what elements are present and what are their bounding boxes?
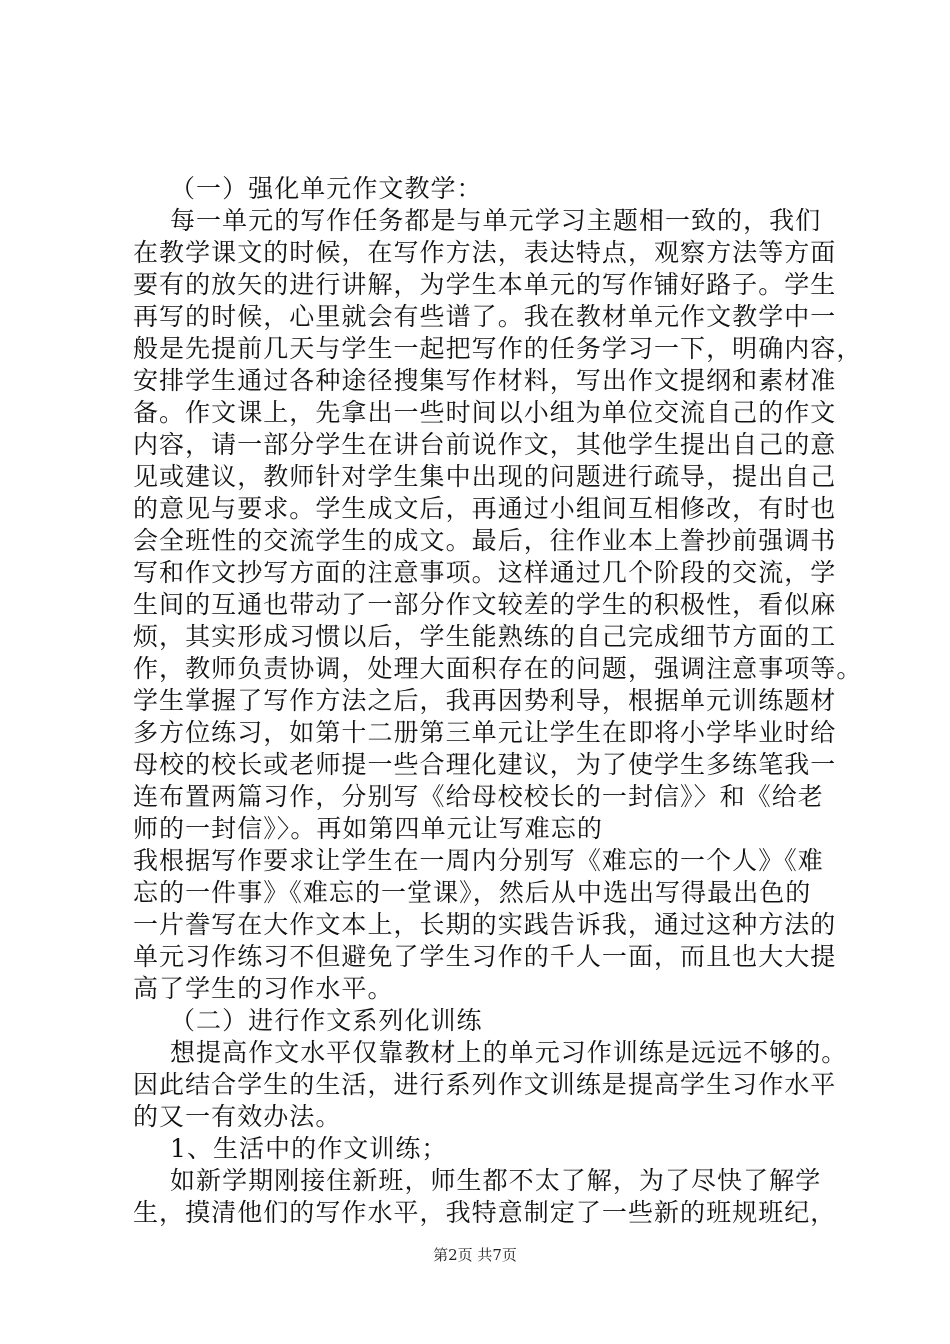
- paragraph-line: 每一单元的写作任务都是与单元学习主题相一致的，我们: [170, 206, 822, 235]
- paragraph-line: 一片誊写在大作文本上，长期的实践告诉我，通过这种方法的: [133, 910, 837, 939]
- page-number-footer: 第2页 共7页: [433, 1246, 517, 1264]
- paragraph-line: 会全班性的交流学生的成文。最后，往作业本上誊抄前强调书: [133, 526, 837, 555]
- paragraph-line: 多方位练习，如第十二册第三单元让学生在即将小学毕业时给: [133, 718, 837, 747]
- paragraph-line: 烦，其实形成习惯以后，学生能熟练的自己完成细节方面的工: [133, 622, 837, 651]
- paragraph-line: 写和作文抄写方面的注意事项。这样通过几个阶段的交流，学: [133, 558, 837, 587]
- paragraph-line: 我根据写作要求让学生在一周内分别写《难忘的一个人》《难: [133, 846, 824, 875]
- paragraph-line: 连布置两篇习作，分别写《给母校校长的一封信》〉和《给老: [133, 782, 824, 811]
- paragraph-line: 单元习作练习不但避免了学生习作的千人一面，而且也大大提: [133, 942, 837, 971]
- section-heading-2: （二）进行作文系列化训练: [170, 1006, 483, 1035]
- paragraph-line: 师的一封信》〉。再如第四单元让写难忘的: [133, 814, 603, 843]
- paragraph-line: 的又一有效办法。: [133, 1102, 342, 1131]
- paragraph-line: 安排学生通过各种途径搜集写作材料，写出作文提纲和素材准: [133, 366, 837, 395]
- paragraph-line: 备。作文课上，先拿出一些时间以小组为单位交流自己的作文: [133, 398, 837, 427]
- section-heading-1: （一）强化单元作文教学：: [170, 174, 483, 203]
- paragraph-line: 想提高作文水平仅靠教材上的单元习作训练是远远不够的。: [170, 1038, 848, 1067]
- paragraph-line: 忘的一件事》《难忘的一堂课》，然后从中选出写得最出色的: [133, 878, 812, 907]
- paragraph-line: 学生掌握了写作方法之后，我再因势利导，根据单元训练题材: [133, 686, 837, 715]
- subsection-heading: 1、生活中的作文训练；: [170, 1134, 448, 1163]
- paragraph-line: 作，教师负责协调，处理大面积存在的问题，强调注意事项等。: [133, 654, 863, 683]
- paragraph-line: 生，摸清他们的写作水平，我特意制定了一些新的班规班纪，: [133, 1198, 837, 1227]
- paragraph-line: 的意见与要求。学生成文后，再通过小组间互相修改，有时也: [133, 494, 837, 523]
- paragraph-line: 要有的放矢的进行讲解，为学生本单元的写作铺好路子。学生: [133, 270, 837, 299]
- paragraph-line: 再写的时候，心里就会有些谱了。我在教材单元作文教学中一: [133, 302, 837, 331]
- paragraph-line: 母校的校长或老师提一些合理化建议，为了使学生多练笔我一: [133, 750, 837, 779]
- paragraph-line: 高了学生的习作水平。: [133, 974, 394, 1003]
- paragraph-line: 在教学课文的时候，在写作方法，表达特点，观察方法等方面: [133, 238, 837, 267]
- paragraph-line: 见或建议，教师针对学生集中出现的问题进行疏导，提出自己: [133, 462, 837, 491]
- paragraph-line: 因此结合学生的生活，进行系列作文训练是提高学生习作水平: [133, 1070, 837, 1099]
- paragraph-line: 生间的互通也带动了一部分作文较差的学生的积极性，看似麻: [133, 590, 837, 619]
- paragraph-line: 如新学期刚接住新班，师生都不太了解，为了尽快了解学: [170, 1166, 822, 1195]
- paragraph-line: 般是先提前几天与学生一起把写作的任务学习一下，明确内容，: [133, 334, 863, 363]
- paragraph-line: 内容，请一部分学生在讲台前说作文，其他学生提出自己的意: [133, 430, 837, 459]
